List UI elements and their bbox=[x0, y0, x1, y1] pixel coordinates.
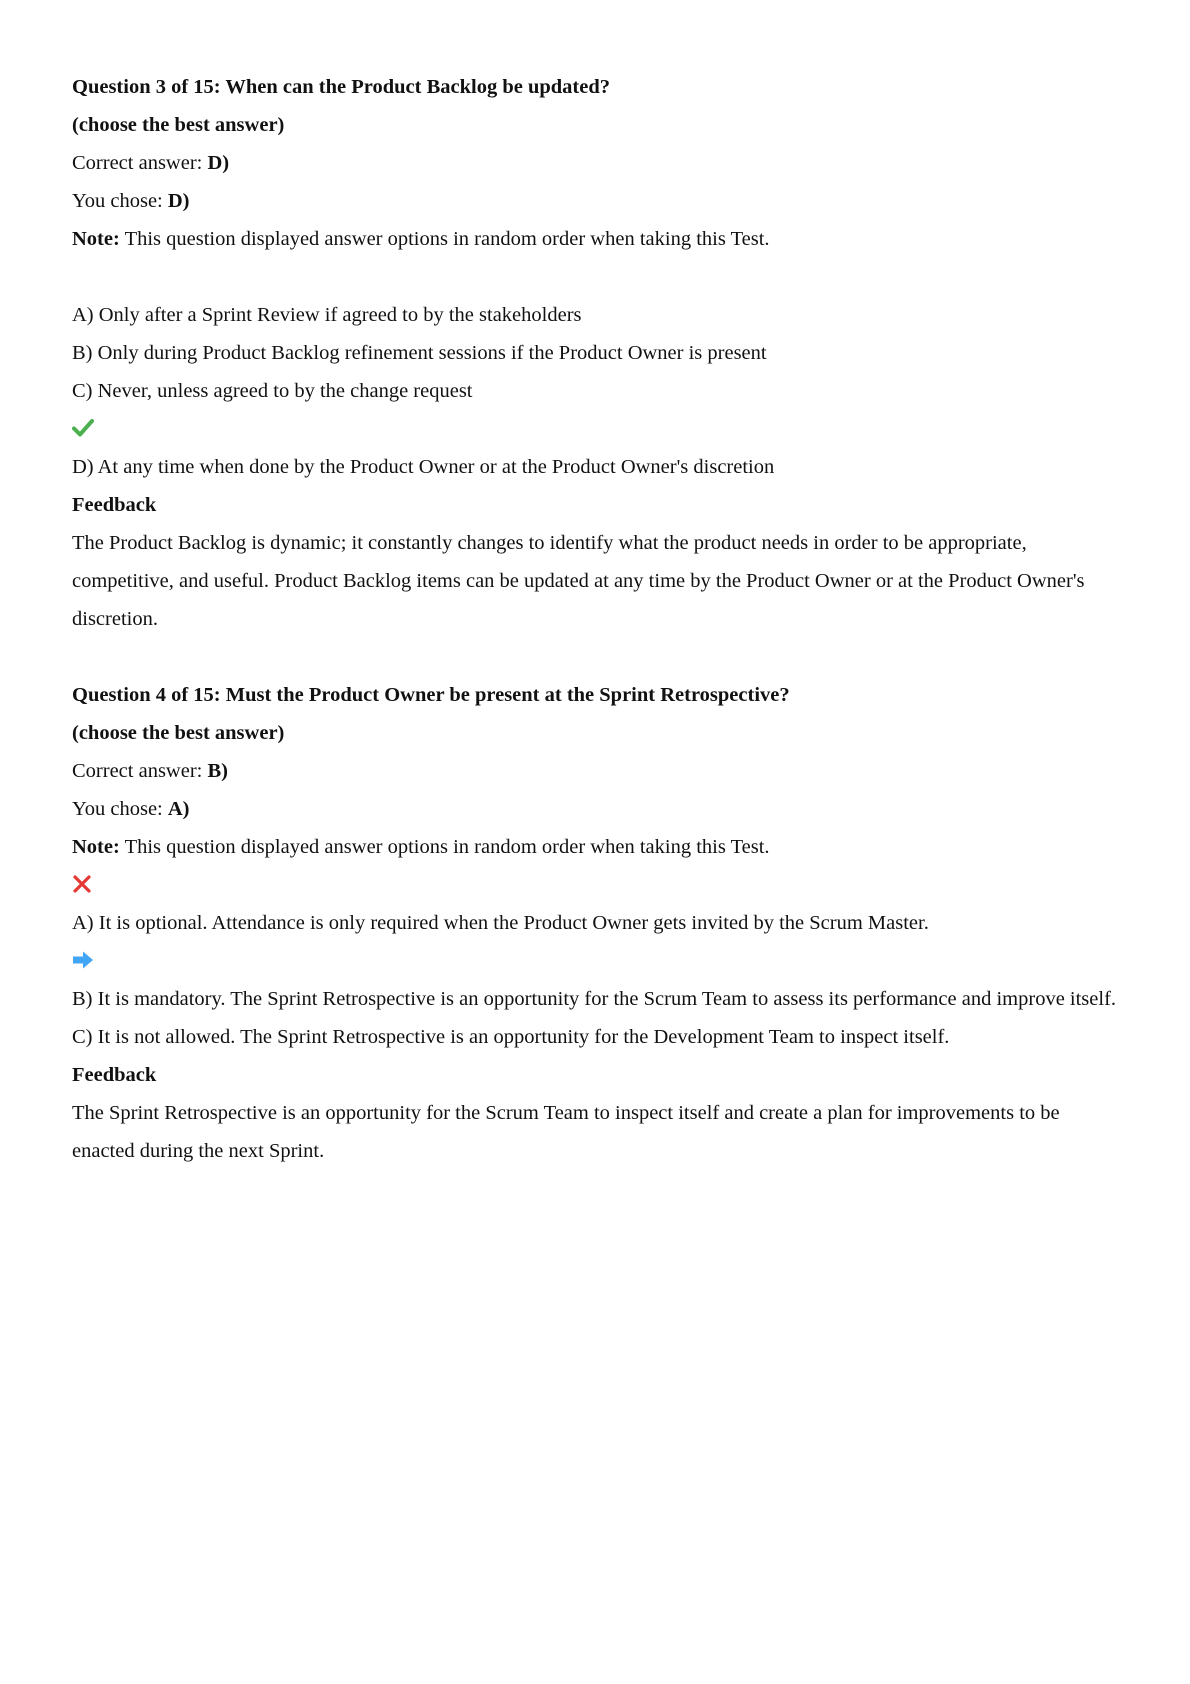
correct-answer-line bbox=[72, 752, 1118, 790]
answer-option-b: B) Only during Product Backlog refinement sessions if the Product Owner is present bbox=[72, 342, 767, 364]
note-label: Note: bbox=[72, 836, 120, 858]
correct-answer-value: B) bbox=[207, 760, 228, 782]
question-instruction: (choose the best answer) bbox=[72, 114, 285, 136]
note-line bbox=[72, 828, 1118, 866]
note-label: Note: bbox=[72, 228, 120, 250]
correct-answer-label: Correct answer: bbox=[72, 760, 203, 782]
question-block bbox=[72, 68, 1118, 638]
wrong-marker bbox=[72, 866, 1118, 904]
spacer bbox=[72, 258, 1118, 296]
feedback-heading: Feedback bbox=[72, 494, 157, 516]
note-text: This question displayed answer options in random order when taking this Test. bbox=[124, 228, 770, 250]
note-text: This question displayed answer options in random order when taking this Test. bbox=[124, 836, 770, 858]
chosen-answer-line bbox=[72, 790, 1118, 828]
chosen-answer-label: You chose: bbox=[72, 190, 163, 212]
answer-option-a: A) It is optional. Attendance is only required when the Product Owner gets invited by the Scrum Master. bbox=[72, 912, 929, 934]
spacer bbox=[72, 638, 1118, 676]
feedback-heading: Feedback bbox=[72, 1064, 157, 1086]
answer-option-a: A) Only after a Sprint Review if agreed to by the stakeholders bbox=[72, 304, 582, 326]
correct-pointer bbox=[72, 942, 1118, 980]
answer-option-b: B) It is mandatory. The Sprint Retrospective is an opportunity for the Scrum Team to assess its performance and improve itself. bbox=[72, 988, 1117, 1010]
correct-answer-label: Correct answer: bbox=[72, 152, 203, 174]
question-title: Question 4 of 15: Must the Product Owner be present at the Sprint Retrospective? bbox=[72, 684, 790, 706]
chosen-answer-value: A) bbox=[167, 798, 190, 820]
question-block bbox=[72, 676, 1118, 1170]
correct-answer-value: D) bbox=[207, 152, 230, 174]
answer-option-c: C) Never, unless agreed to by the change request bbox=[72, 380, 473, 402]
arrow-right-icon bbox=[72, 950, 94, 970]
feedback-text: The Product Backlog is dynamic; it constantly changes to identify what the product needs in order to be appropriate, competitive, and useful. Product Backlog items can be updated at any time by the Product Owner or at the Product Owner's discretion. bbox=[72, 532, 1085, 630]
quiz-results-page bbox=[72, 68, 1118, 1170]
question-instruction: (choose the best answer) bbox=[72, 722, 285, 744]
correct-answer-line bbox=[72, 144, 1118, 182]
feedback-text: The Sprint Retrospective is an opportunity for the Scrum Team to inspect itself and create a plan for improvements to be enacted during the next Sprint. bbox=[72, 1102, 1060, 1162]
chosen-answer-line bbox=[72, 182, 1118, 220]
question-title: Question 3 of 15: When can the Product Backlog be updated? bbox=[72, 76, 610, 98]
correct-marker bbox=[72, 410, 1118, 448]
checkmark-icon bbox=[72, 418, 94, 438]
cross-icon bbox=[72, 874, 92, 894]
answer-option-c: C) It is not allowed. The Sprint Retrospective is an opportunity for the Development Team to inspect itself. bbox=[72, 1026, 950, 1048]
chosen-answer-label: You chose: bbox=[72, 798, 163, 820]
chosen-answer-value: D) bbox=[167, 190, 190, 212]
answer-option-d: D) At any time when done by the Product Owner or at the Product Owner's discretion bbox=[72, 456, 775, 478]
note-line bbox=[72, 220, 1118, 258]
